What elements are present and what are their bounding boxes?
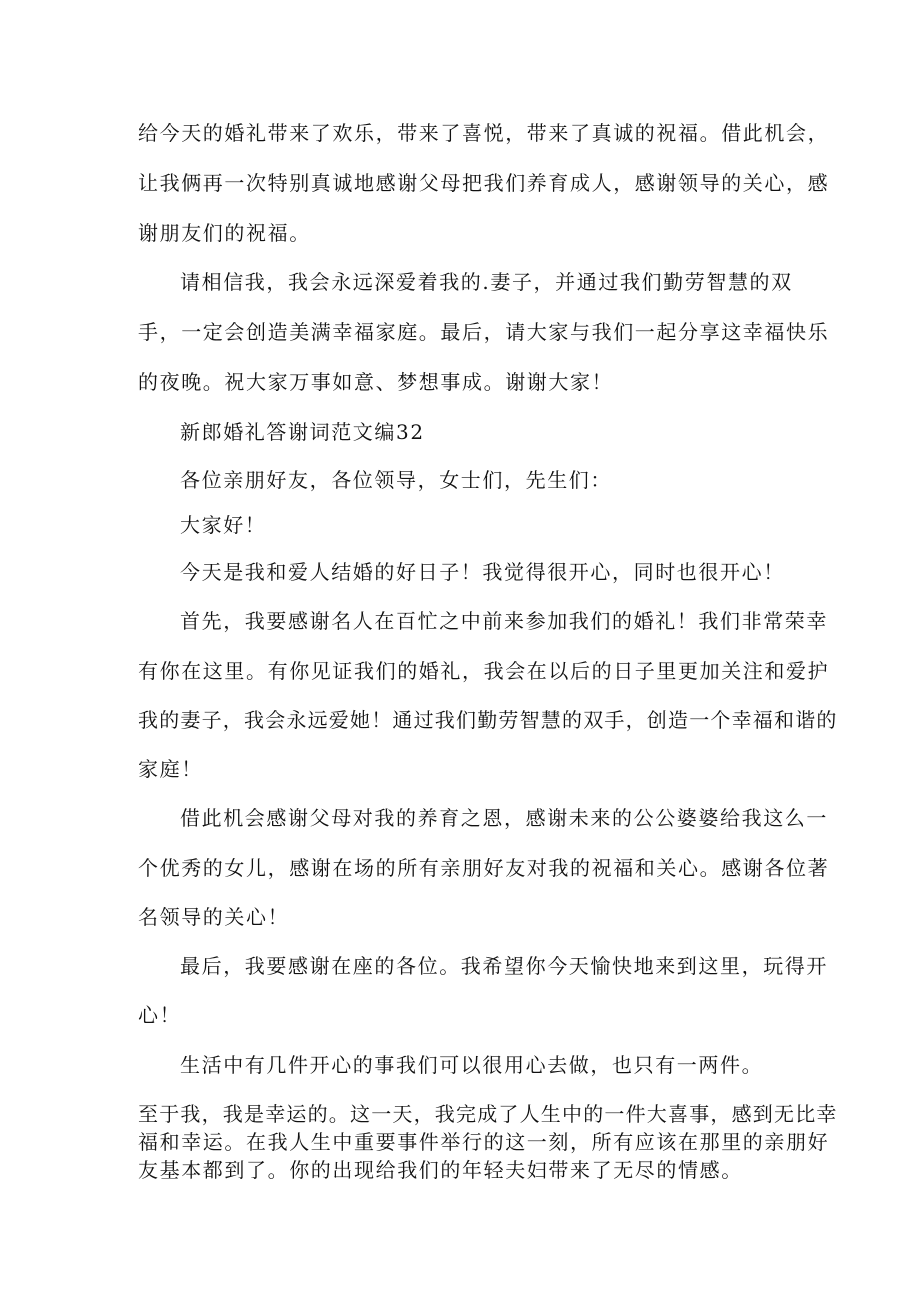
text-line: 生活中有几件开心的事我们可以很用心去做，也只有一两件。 bbox=[180, 1053, 764, 1077]
section-heading: 新郎婚礼答谢词范文编32 bbox=[180, 420, 425, 444]
text-line: 友基本都到了。你的出现给我们的年轻夫妇带来了无尽的情感。 bbox=[138, 1158, 743, 1182]
text-line: 首先，我要感谢名人在百忙之中前来参加我们的婚礼！我们非常荣幸 bbox=[180, 609, 828, 633]
text-line: 借此机会感谢父母对我的养育之恩，感谢未来的公公婆婆给我这么一 bbox=[180, 806, 828, 830]
text-line: 手，一定会创造美满幸福家庭。最后，请大家与我们一起分享这幸福快乐 bbox=[138, 320, 830, 344]
text-line: 福和幸运。在我人生中重要事件举行的这一刻，所有应该在那里的亲朋好 bbox=[138, 1130, 830, 1154]
text-line: 给今天的婚礼带来了欢乐，带来了喜悦，带来了真诚的祝福。借此机会， bbox=[138, 121, 830, 145]
text-line: 个优秀的女儿，感谢在场的所有亲朋好友对我的祝福和关心。感谢各位著 bbox=[138, 856, 830, 880]
text-line: 请相信我，我会永远深爱着我的.妻子，并通过我们勤劳智慧的双 bbox=[180, 270, 793, 294]
text-line: 有你在这里。有你见证我们的婚礼，我会在以后的日子里更加关注和爱护 bbox=[138, 659, 830, 683]
text-line: 心！ bbox=[138, 1003, 182, 1027]
text-line: 家庭！ bbox=[138, 757, 203, 781]
text-line: 让我俩再一次特别真诚地感谢父母把我们养育成人，感谢领导的关心，感 bbox=[138, 171, 830, 195]
text-line: 最后，我要感谢在座的各位。我希望你今天愉快地来到这里，玩得开 bbox=[180, 954, 828, 978]
text-line: 的夜晚。祝大家万事如意、梦想事成。谢谢大家！ bbox=[138, 370, 614, 394]
text-line: 今天是我和爱人结婚的好日子！我觉得很开心，同时也很开心！ bbox=[180, 560, 785, 584]
text-line: 至于我，我是幸运的。这一天，我完成了人生中的一件大喜事，感到无比幸 bbox=[138, 1102, 838, 1126]
text-line: 我的妻子，我会永远爱她！通过我们勤劳智慧的双手，创造一个幸福和谐的 bbox=[138, 708, 838, 732]
text-line: 名领导的关心！ bbox=[138, 905, 290, 929]
text-line: 谢朋友们的祝福。 bbox=[138, 221, 311, 245]
text-line: 各位亲朋好友，各位领导，女士们，先生们： bbox=[180, 468, 612, 492]
text-line: 大家好！ bbox=[180, 513, 267, 537]
